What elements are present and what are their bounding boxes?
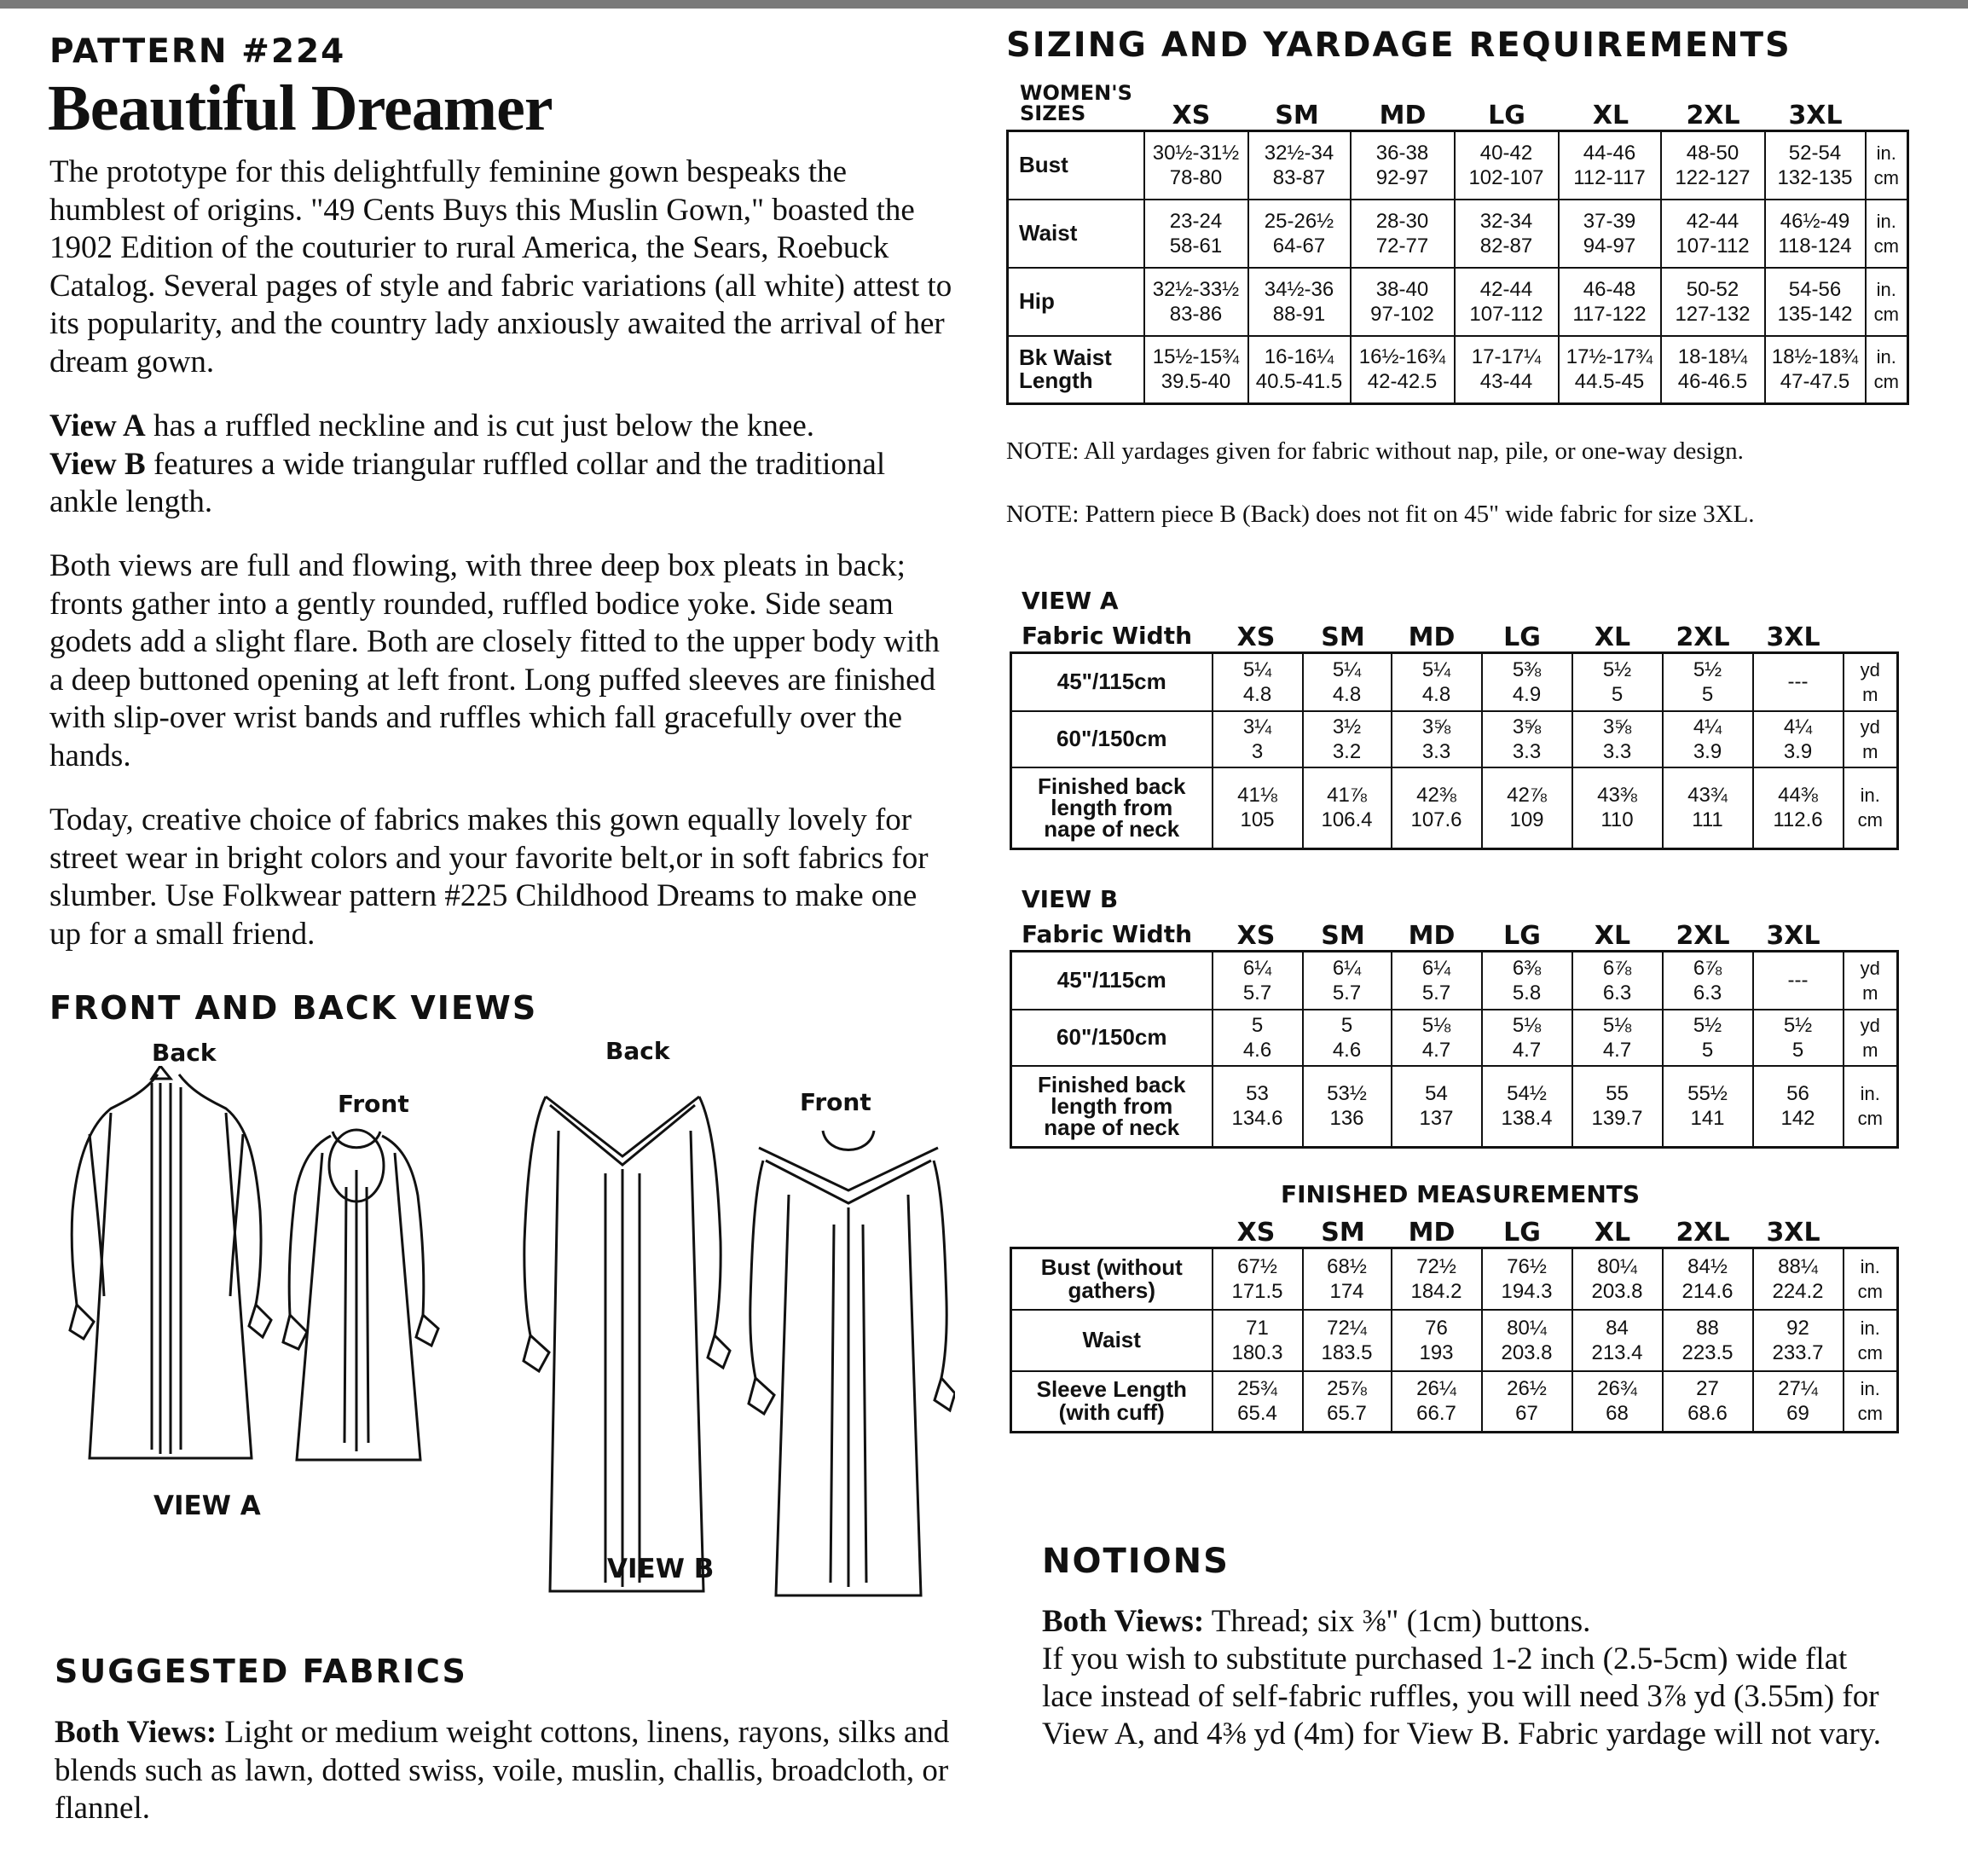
measurement-cell: 54-56 135-142 <box>1765 268 1866 336</box>
unit-cell: yd m <box>1844 711 1898 767</box>
row-label: Bust <box>1008 131 1144 200</box>
size-header: XL <box>1592 101 1629 130</box>
table-row <box>1008 268 1908 336</box>
yardage-cell: 43⅜ 110 <box>1572 767 1663 849</box>
yardage-cell: --- <box>1753 653 1844 711</box>
yardage-cell: 5½ 5 <box>1663 1010 1753 1066</box>
table-row <box>1011 767 1898 849</box>
table-row <box>1008 200 1908 268</box>
view-b-back-label: Back <box>605 1037 670 1065</box>
size-header: SM <box>1321 622 1365 652</box>
finished-cell: 27¼ 69 <box>1753 1371 1844 1433</box>
view-a-front-gown-drawing <box>271 1119 442 1468</box>
size-header: 3XL <box>1766 921 1820 951</box>
sizing-yardage-heading: SIZING AND YARDAGE REQUIREMENTS <box>1006 26 1791 65</box>
measurement-cell: 48-50 122-127 <box>1661 131 1765 200</box>
finished-cell: 76 193 <box>1392 1310 1482 1371</box>
measurement-cell: 16-16¼ 40.5-41.5 <box>1248 336 1351 404</box>
view-b-yardage-table <box>1010 950 1899 1149</box>
unit-cell: yd m <box>1844 653 1898 711</box>
yardage-cell: 44⅜ 112.6 <box>1753 767 1844 849</box>
yardage-cell: 3⅝ 3.3 <box>1572 711 1663 767</box>
yardage-cell: 5¼ 4.8 <box>1213 653 1303 711</box>
yardage-cell: 5⅛ 4.7 <box>1482 1010 1572 1066</box>
finished-cell: 67½ 171.5 <box>1213 1248 1303 1310</box>
row-label: Waist <box>1008 200 1144 268</box>
measurement-cell: 30½-31½ 78-80 <box>1144 131 1248 200</box>
notions-heading: NOTIONS <box>1042 1542 1230 1581</box>
yardage-cell: 5⅛ 4.7 <box>1572 1010 1663 1066</box>
finished-cell: 26¼ 66.7 <box>1392 1371 1482 1433</box>
size-header: XL <box>1594 622 1631 652</box>
size-header: 3XL <box>1788 101 1843 130</box>
size-header: XS <box>1172 101 1211 130</box>
row-label: Finished back length from nape of neck <box>1011 1066 1213 1148</box>
measurement-cell: 32½-33½ 83-86 <box>1144 268 1248 336</box>
row-label: Bust (without gathers) <box>1011 1248 1213 1310</box>
size-header: MD <box>1408 1218 1456 1248</box>
today-paragraph: Today, creative choice of fabrics makes this gown equally lovely for street wear in bright colors and your favorite belt,or in soft fabrics for slumber. Use Folkwear pattern #225 Childhood Dreams to make one up for a small friend. <box>49 802 929 952</box>
table-row <box>1011 1248 1898 1310</box>
finished-cell: 76½ 194.3 <box>1482 1248 1572 1310</box>
row-label: 45"/115cm <box>1011 653 1213 711</box>
measurement-cell: 40-42 102-107 <box>1455 131 1559 200</box>
view-b-label: View B <box>49 446 146 482</box>
finished-cell: 84½ 214.6 <box>1663 1248 1753 1310</box>
view-b-fabric-width-label: Fabric Width <box>1022 920 1193 948</box>
finished-cell: 27 68.6 <box>1663 1371 1753 1433</box>
yardage-cell: 53½ 136 <box>1303 1066 1392 1148</box>
pattern-number: PATTERN #224 <box>49 32 346 71</box>
yardage-cell: 42⅜ 107.6 <box>1392 767 1482 849</box>
size-header: LG <box>1503 1218 1541 1248</box>
yardage-cell: 3½ 3.2 <box>1303 711 1392 767</box>
measurement-cell: 46-48 117-122 <box>1559 268 1661 336</box>
size-header: 2XL <box>1686 101 1740 130</box>
size-header: XL <box>1594 921 1631 951</box>
suggested-fabrics-heading: SUGGESTED FABRICS <box>55 1653 467 1690</box>
size-header: SM <box>1321 921 1365 951</box>
views-paragraph <box>49 408 953 522</box>
size-header: 3XL <box>1766 622 1820 652</box>
finished-cell: 88¼ 224.2 <box>1753 1248 1844 1310</box>
measurement-cell: 16½-16¾ 42-42.5 <box>1351 336 1455 404</box>
yardage-cell: 5 4.6 <box>1213 1010 1303 1066</box>
size-header: MD <box>1408 921 1456 951</box>
view-b-front-gown-drawing <box>742 1114 955 1605</box>
unit-cell: in. cm <box>1844 1371 1898 1433</box>
table-row <box>1011 1371 1898 1433</box>
measurement-cell: 23-24 58-61 <box>1144 200 1248 268</box>
finished-measurements-title: FINISHED MEASUREMENTS <box>1281 1180 1641 1208</box>
notions-text <box>1042 1603 1903 1753</box>
row-label: Waist <box>1011 1310 1213 1371</box>
view-b-back-gown-drawing <box>512 1062 733 1603</box>
yardage-cell: 55½ 141 <box>1663 1066 1753 1148</box>
view-b-table-title: VIEW B <box>1022 885 1119 913</box>
table-row <box>1011 1066 1898 1148</box>
view-a-back-label: Back <box>152 1039 217 1067</box>
size-header: XS <box>1236 921 1276 951</box>
notions-line1: Thread; six ⅜" (1cm) buttons. <box>1204 1604 1591 1639</box>
measurement-cell: 50-52 127-132 <box>1661 268 1765 336</box>
notions-both-views-label: Both Views: <box>1042 1604 1205 1639</box>
suggested-fabrics-text <box>55 1714 950 1828</box>
yardage-cell: 54 137 <box>1392 1066 1482 1148</box>
unit-cell: in. cm <box>1866 336 1908 404</box>
view-a-yardage-table <box>1010 651 1899 850</box>
finished-cell: 25⅞ 65.7 <box>1303 1371 1392 1433</box>
yardage-cell: 6¼ 5.7 <box>1392 952 1482 1010</box>
fabrics-description: Light or medium weight cottons, linens, rayons, silks and blends such as lawn, dotted swiss, voile, muslin, challis, broadcloth, or flannel. <box>55 1715 950 1826</box>
yardage-cell: 53 134.6 <box>1213 1066 1303 1148</box>
intro-paragraph: The prototype for this delightfully feminine gown bespeaks the humblest of origins. "49 Cents Buys this Muslin Gown," boasted the 1902 Edition of the couturier to rural America, the Sears, Roebuck Catalog. Several pages of style and fabric variations (all white) attest to its popularity, and the country lady anxiously awaited the arrival of her dream gown. <box>49 154 952 379</box>
yardage-cell: 5¼ 4.8 <box>1392 653 1482 711</box>
yardage-cell: 6⅞ 6.3 <box>1572 952 1663 1010</box>
view-a-fabric-width-label: Fabric Width <box>1022 622 1193 650</box>
yardage-cell: 56 142 <box>1753 1066 1844 1148</box>
yardage-cell: 5½ 5 <box>1663 653 1753 711</box>
size-header: 2XL <box>1676 1218 1730 1248</box>
top-edge-bar <box>0 0 1968 9</box>
finished-cell: 68½ 174 <box>1303 1248 1392 1310</box>
view-b-caption: VIEW B <box>607 1554 715 1584</box>
womens-sizes-label: WOMEN'S SIZES <box>1020 81 1132 125</box>
view-a-text: has a ruffled neckline and is cut just below the knee. <box>145 408 815 443</box>
view-a-label: View A <box>49 408 146 443</box>
measurement-cell: 17-17¼ 43-44 <box>1455 336 1559 404</box>
finished-cell: 92 233.7 <box>1753 1310 1844 1371</box>
pattern-title: Beautiful Dreamer <box>48 72 553 144</box>
unit-cell: in. cm <box>1866 200 1908 268</box>
measurement-cell: 28-30 72-77 <box>1351 200 1455 268</box>
yardage-cell: 3⅝ 3.3 <box>1392 711 1482 767</box>
measurement-cell: 18½-18¾ 47-47.5 <box>1765 336 1866 404</box>
yardage-cell: 5⅜ 4.9 <box>1482 653 1572 711</box>
yardage-cell: 3¼ 3 <box>1213 711 1303 767</box>
measurement-cell: 32½-34 83-87 <box>1248 131 1351 200</box>
yardage-cell: 5½ 5 <box>1753 1010 1844 1066</box>
finished-cell: 80¼ 203.8 <box>1482 1310 1572 1371</box>
measurement-cell: 37-39 94-97 <box>1559 200 1661 268</box>
unit-cell: in. cm <box>1866 268 1908 336</box>
row-label: 60"/150cm <box>1011 711 1213 767</box>
yardage-cell: --- <box>1753 952 1844 1010</box>
finished-cell: 26¾ 68 <box>1572 1371 1663 1433</box>
row-label: 45"/115cm <box>1011 952 1213 1010</box>
view-b-text: features a wide triangular ruffled collar and the traditional ankle length. <box>49 446 886 519</box>
yardage-cell: 4¼ 3.9 <box>1663 711 1753 767</box>
finished-cell: 80¼ 203.8 <box>1572 1248 1663 1310</box>
row-label: 60"/150cm <box>1011 1010 1213 1066</box>
table-row <box>1011 1310 1898 1371</box>
note-nap: NOTE: All yardages given for fabric without nap, pile, or one-way design. <box>1006 437 1744 465</box>
table-row <box>1011 711 1898 767</box>
yardage-cell: 41⅛ 105 <box>1213 767 1303 849</box>
finished-measurements-table <box>1010 1247 1899 1433</box>
yardage-cell: 5¼ 4.8 <box>1303 653 1392 711</box>
yardage-cell: 55 139.7 <box>1572 1066 1663 1148</box>
unit-cell: yd m <box>1844 952 1898 1010</box>
finished-cell: 84 213.4 <box>1572 1310 1663 1371</box>
size-header: SM <box>1275 101 1319 130</box>
yardage-cell: 54½ 138.4 <box>1482 1066 1572 1148</box>
unit-cell: in. cm <box>1844 1066 1898 1148</box>
measurement-cell: 34½-36 88-91 <box>1248 268 1351 336</box>
finished-cell: 25¾ 65.4 <box>1213 1371 1303 1433</box>
yardage-cell: 6⅞ 6.3 <box>1663 952 1753 1010</box>
finished-cell: 26½ 67 <box>1482 1371 1572 1433</box>
finished-cell: 71 180.3 <box>1213 1310 1303 1371</box>
measurement-cell: 15½-15¾ 39.5-40 <box>1144 336 1248 404</box>
measurement-cell: 42-44 107-112 <box>1661 200 1765 268</box>
yardage-cell: 4¼ 3.9 <box>1753 711 1844 767</box>
yardage-cell: 6¼ 5.7 <box>1213 952 1303 1010</box>
yardage-cell: 5 4.6 <box>1303 1010 1392 1066</box>
size-header: MD <box>1408 622 1456 652</box>
unit-cell: in. cm <box>1866 131 1908 200</box>
size-header: XS <box>1236 622 1276 652</box>
view-a-back-gown-drawing <box>51 1066 281 1467</box>
unit-cell: in. cm <box>1844 767 1898 849</box>
table-row <box>1011 952 1898 1010</box>
view-a-front-label: Front <box>338 1090 409 1118</box>
measurement-cell: 32-34 82-87 <box>1455 200 1559 268</box>
measurement-cell: 17½-17¾ 44.5-45 <box>1559 336 1661 404</box>
measurement-cell: 52-54 132-135 <box>1765 131 1866 200</box>
table-row <box>1011 653 1898 711</box>
row-label: Bk Waist Length <box>1008 336 1144 404</box>
yardage-cell: 5½ 5 <box>1572 653 1663 711</box>
measurement-cell: 38-40 97-102 <box>1351 268 1455 336</box>
yardage-cell: 6¼ 5.7 <box>1303 952 1392 1010</box>
table-row <box>1008 336 1908 404</box>
measurement-cell: 46½-49 118-124 <box>1765 200 1866 268</box>
view-a-caption: VIEW A <box>153 1491 261 1521</box>
front-back-views-heading: FRONT AND BACK VIEWS <box>49 989 538 1027</box>
measurement-cell: 36-38 92-97 <box>1351 131 1455 200</box>
yardage-cell: 6⅜ 5.8 <box>1482 952 1572 1010</box>
fabrics-both-views-label: Both Views: <box>55 1715 217 1750</box>
table-row <box>1011 1010 1898 1066</box>
size-header: LG <box>1503 921 1541 951</box>
unit-cell: yd m <box>1844 1010 1898 1066</box>
unit-cell: in. cm <box>1844 1248 1898 1310</box>
table-row <box>1008 131 1908 200</box>
yardage-cell: 43¾ 111 <box>1663 767 1753 849</box>
measurement-cell: 42-44 107-112 <box>1455 268 1559 336</box>
measurement-cell: 25-26½ 64-67 <box>1248 200 1351 268</box>
measurement-cell: 44-46 112-117 <box>1559 131 1661 200</box>
yardage-cell: 3⅝ 3.3 <box>1482 711 1572 767</box>
size-header: LG <box>1488 101 1525 130</box>
row-label: Finished back length from nape of neck <box>1011 767 1213 849</box>
row-label: Hip <box>1008 268 1144 336</box>
size-header: 3XL <box>1766 1218 1820 1248</box>
view-b-front-label: Front <box>800 1088 871 1116</box>
yardage-cell: 41⅞ 106.4 <box>1303 767 1392 849</box>
size-header: XL <box>1594 1218 1631 1248</box>
yardage-cell: 42⅞ 109 <box>1482 767 1572 849</box>
measurement-cell: 18-18¼ 46-46.5 <box>1661 336 1765 404</box>
row-label: Sleeve Length (with cuff) <box>1011 1371 1213 1433</box>
note-pattern-piece: NOTE: Pattern piece B (Back) does not fit on 45" wide fabric for size 3XL. <box>1006 501 1755 528</box>
finished-cell: 72¼ 183.5 <box>1303 1310 1392 1371</box>
body-measurements-table <box>1006 130 1909 405</box>
yardage-cell: 5⅛ 4.7 <box>1392 1010 1482 1066</box>
size-header: MD <box>1379 101 1427 130</box>
finished-cell: 88 223.5 <box>1663 1310 1753 1371</box>
view-a-table-title: VIEW A <box>1022 587 1119 615</box>
size-header: LG <box>1503 622 1541 652</box>
size-header: SM <box>1321 1218 1365 1248</box>
size-header: XS <box>1236 1218 1276 1248</box>
size-header: 2XL <box>1676 921 1730 951</box>
notions-lace-text: If you wish to substitute purchased 1-2 inch (2.5-5cm) wide flat lace instead of self-fabric ruffles, you will need 3⅞ yd (3.55m) for View A, and 4⅜ yd (4m) for View B. Fabric yardage will not vary. <box>1042 1642 1882 1752</box>
unit-cell: in. cm <box>1844 1310 1898 1371</box>
size-header: 2XL <box>1676 622 1730 652</box>
details-paragraph: Both views are full and flowing, with three deep box pleats in back; fronts gather into a gently rounded, ruffled bodice yoke. Side seam godets add a slight flare. Both are closely fitted to the upper body with a deep buttoned opening at left front. Long puffed sleeves are finished with slip-over wrist bands and ruffles which fall gracefully over the hands. <box>49 548 940 773</box>
finished-cell: 72½ 184.2 <box>1392 1248 1482 1310</box>
